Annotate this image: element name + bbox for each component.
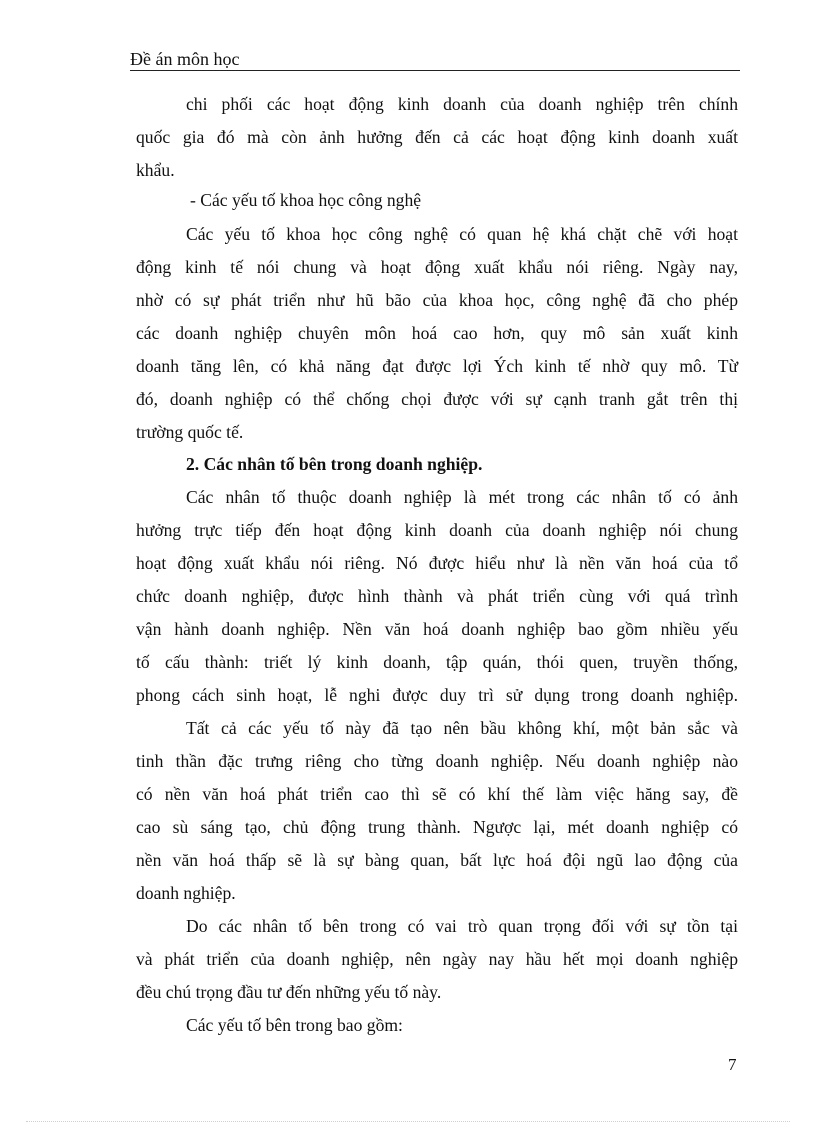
text-line: và phát triển của doanh nghiệp, nên ngày nay hầu hết mọi doanh nghiệp	[136, 949, 738, 969]
text-line: đó, doanh nghiệp có thể chống chọi được với sự cạnh tranh gắt trên thị	[136, 389, 738, 409]
subheading: - Các yếu tố khoa học công nghệ	[190, 190, 422, 210]
text-line: phong cách sinh hoạt, lễ nghi được duy trì sử dụng trong doanh nghiệp.	[136, 685, 738, 705]
text-line: doanh nghiệp.	[136, 883, 236, 903]
text-line: Các yếu tố khoa học công nghệ có quan hệ khá chặt chẽ với hoạt	[186, 224, 738, 244]
footer-divider	[26, 1121, 790, 1122]
text-line: trường quốc tế.	[136, 422, 244, 442]
text-line: tố cấu thành: triết lý kinh doanh, tập quán, thói quen, truyền thống,	[136, 652, 738, 672]
text-line: doanh tăng lên, có khả năng đạt được lợi Ých kinh tế nhờ quy mô. Từ	[136, 356, 738, 376]
header-title: Đề án môn học	[130, 49, 240, 69]
text-line: động kinh tế nói chung và hoạt động xuất khẩu nói riêng. Ngày nay,	[136, 257, 738, 277]
page-number: 7	[728, 1055, 737, 1074]
text-line: nền văn hoá thấp sẽ là sự bàng quan, bất lực hoá đội ngũ lao động của	[136, 850, 738, 870]
section-heading: 2. Các nhân tố bên trong doanh nghiệp.	[186, 454, 483, 474]
text-line: nhờ có sự phát triển như hũ bão của khoa học, công nghệ đã cho phép	[136, 290, 738, 310]
text-line: chi phối các hoạt động kinh doanh của doanh nghiệp trên chính	[186, 94, 738, 114]
text-line: có nền văn hoá phát triển cao thì sẽ có khí thế làm việc hăng say, đề	[136, 784, 738, 804]
text-line: Do các nhân tố bên trong có vai trò quan trọng đối với sự tồn tại	[186, 916, 738, 936]
text-line: Các yếu tố bên trong bao gồm:	[186, 1015, 403, 1035]
page-header	[130, 48, 740, 71]
text-line: hoạt động xuất khẩu nói riêng. Nó được hiểu như là nền văn hoá của tổ	[136, 553, 738, 573]
text-line: cao sù sáng tạo, chủ động trung thành. Ngược lại, mét doanh nghiệp có	[136, 817, 738, 837]
text-line: hưởng trực tiếp đến hoạt động kinh doanh của doanh nghiệp nói chung	[136, 520, 738, 540]
text-line: chức doanh nghiệp, được hình thành và phát triển cùng với quá trình	[136, 586, 738, 606]
text-line: Tất cả các yếu tố này đã tạo nên bầu không khí, một bản sắc và	[186, 718, 738, 738]
text-line: tinh thần đặc trưng riêng cho từng doanh nghiệp. Nếu doanh nghiệp nào	[136, 751, 738, 771]
text-line: khẩu.	[136, 160, 175, 180]
text-line: Các nhân tố thuộc doanh nghiệp là mét trong các nhân tố có ảnh	[186, 487, 738, 507]
text-line: đều chú trọng đầu tư đến những yếu tố này.	[136, 982, 442, 1002]
text-line: các doanh nghiệp chuyên môn hoá cao hơn, quy mô sản xuất kinh	[136, 323, 738, 343]
text-line: vận hành doanh nghiệp. Nền văn hoá doanh nghiệp bao gồm nhiều yếu	[136, 619, 738, 639]
text-line: quốc gia đó mà còn ảnh hưởng đến cả các hoạt động kinh doanh xuất	[136, 127, 738, 147]
